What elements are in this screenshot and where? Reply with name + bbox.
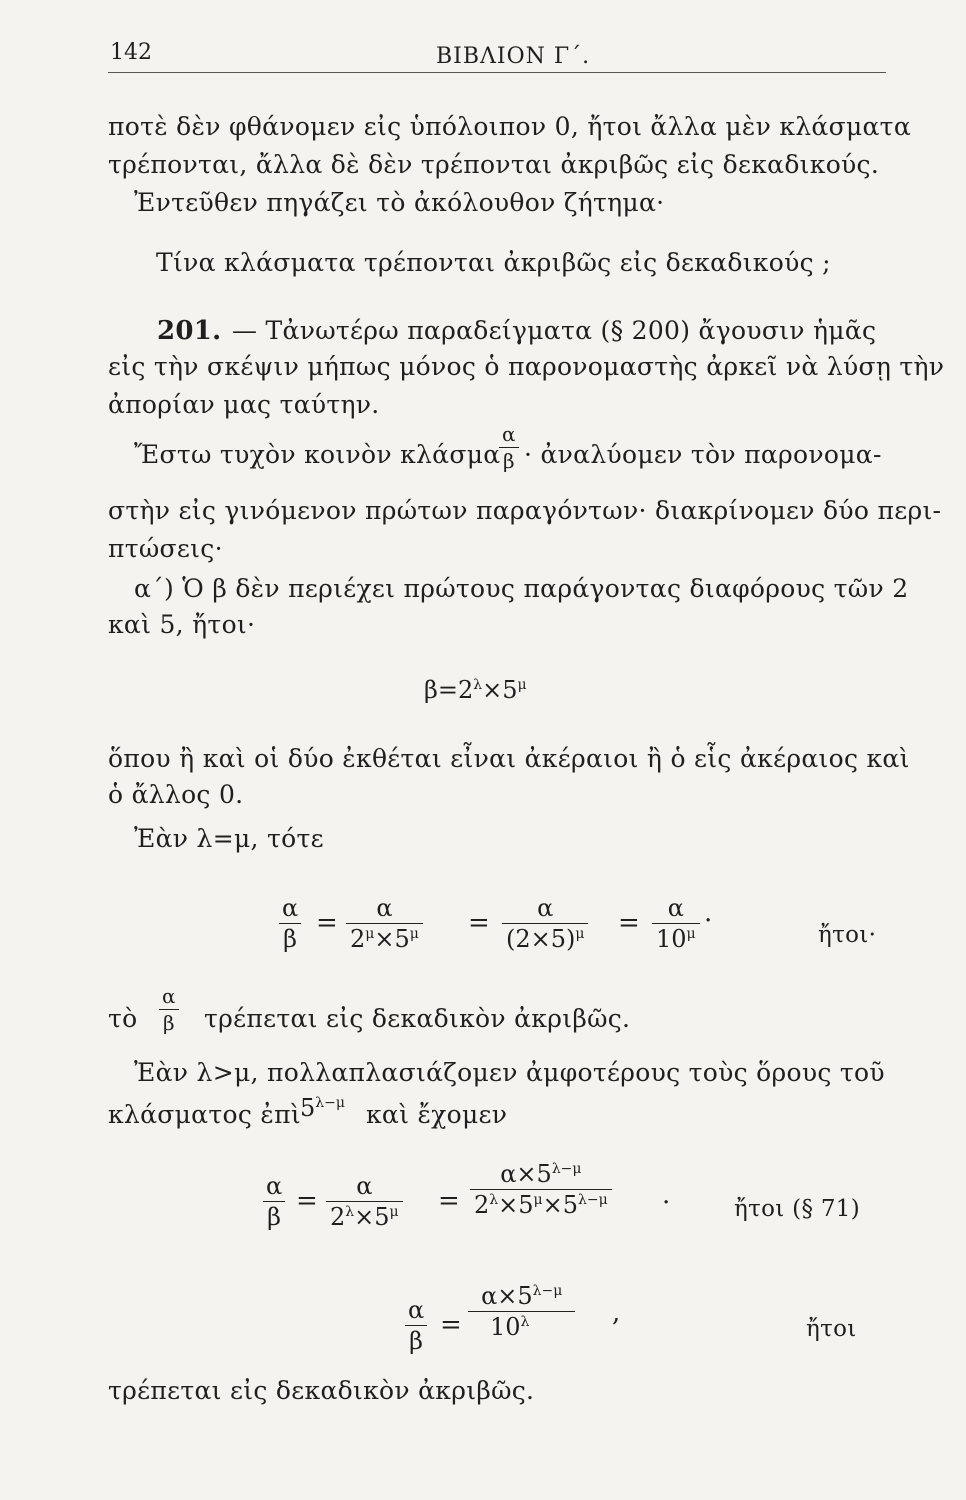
section-number: 201.: [157, 316, 222, 346]
exp-mu: μ: [517, 677, 527, 693]
header-rule: [108, 72, 886, 73]
denominator: β: [499, 447, 519, 471]
text-line-16b: τρέπεται εἰς δεκαδικὸν ἀκριβῶς.: [204, 1004, 631, 1033]
numerator: α: [408, 1296, 425, 1324]
period: .: [704, 898, 713, 928]
text-line-9: στὴν εἰς γινόμενον πρώτων παραγόντων· διακρίνομεν δύο περι-: [108, 496, 942, 525]
question-line: Τίνα κλάσματα τρέπονται ἀκριβῶς εἰς δεκαδικούς ;: [156, 248, 831, 277]
fraction-a-over-2l5m: [346, 896, 423, 951]
exp-lambda: λ: [473, 677, 483, 693]
denominator: β: [263, 1201, 285, 1229]
fraction-a-b: [278, 896, 302, 951]
fraction-a-over-10pow: [502, 896, 588, 951]
text-line-11: α΄) Ὁ β δὲν περιέχει πρώτους παράγοντας διαφόρους τῶν 2: [134, 574, 909, 603]
base-5: 5: [300, 1094, 316, 1122]
eq-text: ×5: [482, 676, 518, 704]
exp-mu: μ: [409, 926, 419, 942]
denominator: [468, 1311, 575, 1339]
text-line-18b: καὶ ἔχομεν: [366, 1100, 508, 1129]
exp-lambda: λ: [520, 1314, 530, 1330]
etoi-label-2: ἤτοι (§ 71): [734, 1196, 861, 1222]
text-line-18a: κλάσματος ἐπὶ: [108, 1100, 301, 1129]
denominator: β: [279, 923, 301, 951]
denominator: [326, 1201, 403, 1229]
fraction-a-over-2l5m-2: [326, 1174, 403, 1229]
text-line-6: εἰς τὴν σκέψιν μήπως μόνος ὁ παρονομαστὴς ἀρκεῖ νὰ λύσῃ τὴν: [108, 352, 945, 381]
five-pow-lambda-minus-mu: [300, 1094, 345, 1122]
eq-text: β=2: [424, 676, 474, 704]
text-line-8b: · ἀναλύομεν τὸν παρονομα-: [524, 440, 882, 469]
den-text: 10: [490, 1313, 521, 1341]
text-line-13: ὅπου ἢ καὶ οἱ δύο ἐκθέται εἶναι ἀκέραιοι ἢ ὁ εἷς ἀκέραιος καὶ: [108, 744, 910, 773]
fraction-alpha-beta-inline-2: [158, 986, 180, 1033]
num-text: α×5: [481, 1282, 533, 1310]
exp-mu: μ: [686, 926, 696, 942]
den-text: ×5: [542, 1191, 579, 1219]
denominator: [652, 923, 700, 951]
den-text: ×5: [354, 1203, 390, 1231]
exp-lambda-minus-mu: λ−μ: [532, 1283, 563, 1299]
text-line-14: ὁ ἄλλος 0.: [108, 780, 244, 809]
text-line-3: Ἐντεῦθεν πηγάζει τὸ ἀκόλουθον ζήτημα·: [134, 188, 665, 217]
text-line-12: καὶ 5, ἤτοι·: [108, 610, 256, 639]
fraction-a-b-2: [262, 1174, 286, 1229]
etoi-label-1: ἤτοι·: [818, 922, 877, 948]
exp-mu: μ: [389, 1204, 399, 1220]
numerator: α: [356, 1172, 373, 1200]
numerator: α: [282, 894, 299, 922]
numerator: α: [667, 894, 684, 922]
exp-lambda-minus-mu: λ−μ: [551, 1161, 582, 1177]
exp-lambda-minus-mu: λ−μ: [578, 1192, 608, 1208]
numerator: α: [376, 894, 393, 922]
den-text: ×5: [498, 1191, 534, 1219]
numerator: α: [537, 894, 554, 922]
exp-lambda: λ: [345, 1204, 355, 1220]
text-line-7: ἀπορίαν μας ταύτην.: [108, 390, 380, 419]
fraction-alpha-beta-inline: [498, 424, 520, 471]
fraction-expanded: [470, 1162, 612, 1217]
text-line-16a: τὸ: [108, 1004, 138, 1033]
equals-sign: =: [296, 1186, 318, 1216]
denominator: β: [159, 1009, 179, 1033]
exp-mu: μ: [365, 926, 375, 942]
equals-sign: =: [440, 1310, 462, 1340]
equation-beta: [424, 676, 527, 704]
numerator: α: [502, 422, 516, 446]
numerator: [496, 1162, 585, 1189]
exp-mu: μ: [533, 1192, 543, 1208]
den-text: 2: [330, 1203, 346, 1231]
denominator: β: [405, 1325, 427, 1353]
equals-sign: =: [468, 908, 490, 938]
exp-mu: μ: [575, 926, 585, 942]
etoi-label-3: ἤτοι: [806, 1316, 857, 1342]
page-number: 142: [110, 40, 152, 65]
text-line-5: — Τἀνωτέρω παραδείγματα (§ 200) ἄγουσιν ἡμᾶς: [232, 316, 877, 345]
numerator: α: [266, 1172, 283, 1200]
fraction-a-b-3: [404, 1298, 428, 1353]
den-text: 2: [474, 1191, 490, 1219]
equals-sign: =: [618, 908, 640, 938]
equals-sign: =: [316, 908, 338, 938]
comma: ,: [612, 1298, 621, 1328]
denominator: [346, 923, 423, 951]
den-text: 10: [656, 925, 687, 953]
text-line-1: ποτὲ δὲν φθάνομεν εἰς ὑπόλοιπον 0, ἤτοι ἄλλα μὲν κλάσματα: [108, 112, 912, 141]
text-line-19: τρέπεται εἰς δεκαδικὸν ἀκριβῶς.: [108, 1376, 535, 1405]
num-text: α×5: [500, 1160, 552, 1188]
text-line-10: πτώσεις·: [108, 534, 223, 563]
exp-lambda-minus-mu: λ−μ: [315, 1095, 345, 1111]
denominator: [502, 923, 588, 951]
denominator: [470, 1189, 612, 1217]
text-line-15: Ἐὰν λ=μ, τότε: [134, 824, 324, 853]
text-line-17: Ἐὰν λ>μ, πολλαπλασιάζομεν ἀμφοτέρους τοὺς ὅρους τοῦ: [134, 1058, 885, 1087]
text-line-8a: Ἔστω τυχὸν κοινὸν κλάσμα: [134, 440, 501, 469]
fraction-final: [468, 1284, 575, 1339]
den-text: ×5: [374, 925, 410, 953]
fraction-a-over-10mu: [652, 896, 700, 951]
period: .: [662, 1180, 671, 1210]
numerator: [477, 1284, 566, 1311]
exp-lambda: λ: [489, 1192, 499, 1208]
text-line-2: τρέπονται, ἄλλα δὲ δὲν τρέπονται ἀκριβῶς εἰς δεκαδικούς.: [108, 150, 880, 179]
running-title: ΒΙΒΛΙΟΝ Γ΄.: [436, 44, 591, 69]
den-text: 2: [350, 925, 366, 953]
equals-sign: =: [438, 1186, 460, 1216]
den-text: (2×5): [506, 925, 576, 953]
numerator: α: [162, 984, 176, 1008]
